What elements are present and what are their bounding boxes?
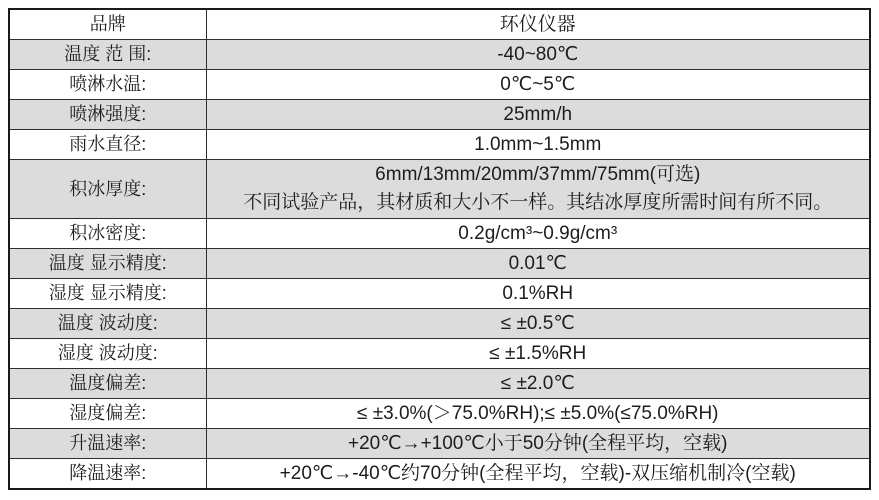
spec-label-cell: 积冰密度: xyxy=(9,219,206,249)
spec-label-cell: 温度 波动度: xyxy=(9,309,206,339)
spec-row xyxy=(9,160,870,219)
spec-label-cell: 升温速率: xyxy=(9,429,206,459)
spec-value-cell: +20℃→-40℃约70分钟(全程平均，空载)-双压缩机制冷(空载) xyxy=(206,459,870,490)
spec-row xyxy=(9,309,870,339)
spec-value-cell: +20℃→+100℃小于50分钟(全程平均，空载) xyxy=(206,429,870,459)
spec-value-line2: 不同试验产品，其材质和大小不一样。其结冰厚度所需时间有所不同。 xyxy=(243,192,833,213)
spec-row xyxy=(9,249,870,279)
spec-label-cell: 湿度 显示精度: xyxy=(9,279,206,309)
spec-row xyxy=(9,40,870,70)
spec-label-cell: 喷淋水温: xyxy=(9,70,206,100)
spec-value-cell xyxy=(206,160,870,219)
spec-value-cell: ≤ ±1.5%RH xyxy=(206,339,870,369)
spec-value-cell: 0.01℃ xyxy=(206,249,870,279)
spec-table-body xyxy=(9,9,870,489)
spec-label-cell: 湿度 波动度: xyxy=(9,339,206,369)
spec-label-cell: 积冰厚度: xyxy=(9,160,206,219)
spec-label-cell: 温度偏差: xyxy=(9,369,206,399)
spec-value-cell: 25mm/h xyxy=(206,100,870,130)
spec-value-cell: ≤ ±0.5℃ xyxy=(206,309,870,339)
spec-label-cell: 温度 范 围: xyxy=(9,40,206,70)
spec-row xyxy=(9,459,870,490)
spec-value-cell: 1.0mm~1.5mm xyxy=(206,130,870,160)
spec-value-cell: -40~80℃ xyxy=(206,40,870,70)
spec-label-cell: 品牌 xyxy=(9,9,206,40)
spec-label-cell: 雨水直径: xyxy=(9,130,206,160)
spec-value-cell: 0.1%RH xyxy=(206,279,870,309)
spec-value-cell: 0.2g/cm³~0.9g/cm³ xyxy=(206,219,870,249)
spec-label-cell: 降温速率: xyxy=(9,459,206,490)
spec-table xyxy=(8,8,871,490)
spec-row xyxy=(9,70,870,100)
spec-row xyxy=(9,279,870,309)
spec-label-cell: 喷淋强度: xyxy=(9,100,206,130)
spec-row xyxy=(9,219,870,249)
spec-value-cell: 0℃~5℃ xyxy=(206,70,870,100)
spec-row xyxy=(9,130,870,160)
brand-header-row xyxy=(9,9,870,40)
spec-row xyxy=(9,369,870,399)
spec-row xyxy=(9,100,870,130)
spec-value-cell: ≤ ±3.0%(＞75.0%RH);≤ ±5.0%(≤75.0%RH) xyxy=(206,399,870,429)
spec-value-cell: ≤ ±2.0℃ xyxy=(206,369,870,399)
spec-row xyxy=(9,429,870,459)
spec-row xyxy=(9,399,870,429)
spec-row xyxy=(9,339,870,369)
spec-label-cell: 湿度偏差: xyxy=(9,399,206,429)
spec-value-line1: 6mm/13mm/20mm/37mm/75mm(可选) xyxy=(375,164,701,185)
spec-value-cell: 环仪仪器 xyxy=(206,9,870,40)
spec-label-cell: 温度 显示精度: xyxy=(9,249,206,279)
